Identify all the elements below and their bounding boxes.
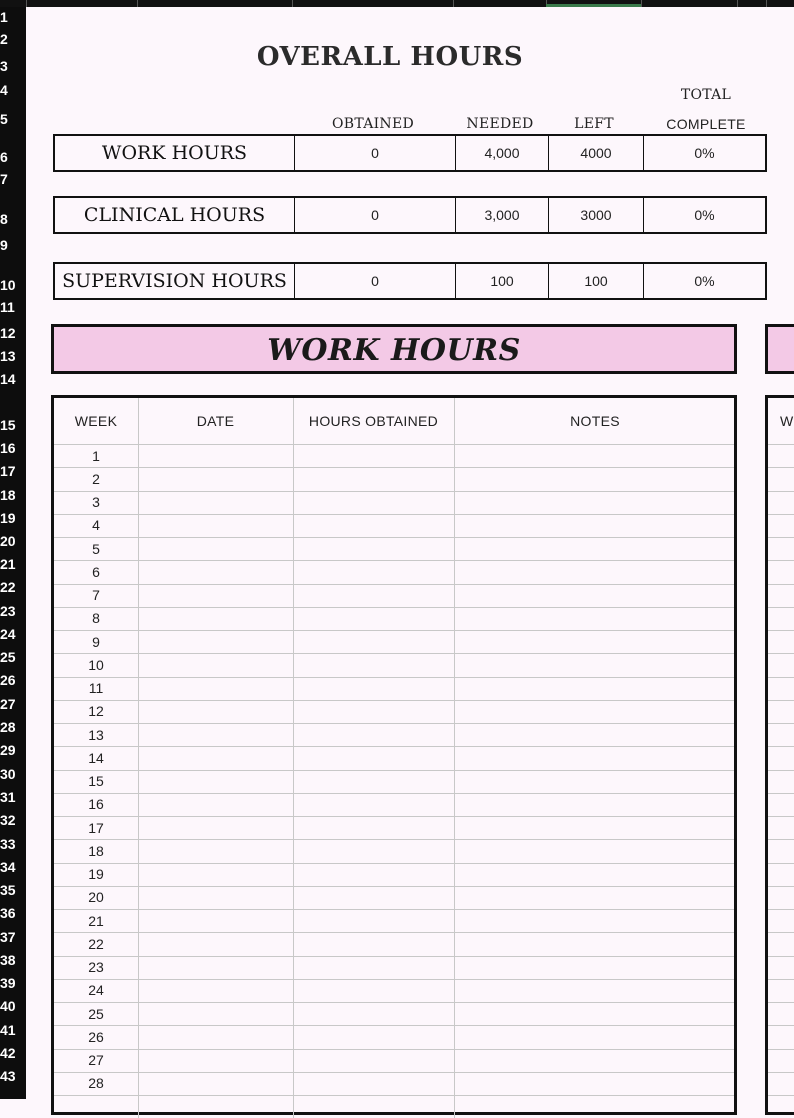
row-number[interactable]: 43 [0, 1068, 16, 1084]
row-number[interactable]: 31 [0, 789, 16, 805]
grid-line [54, 560, 734, 561]
grid-line [768, 793, 794, 794]
week-number[interactable]: 9 [92, 633, 100, 650]
header-total: TOTAL [680, 87, 732, 103]
row-number[interactable]: 36 [0, 905, 16, 921]
grid-line [54, 886, 734, 887]
summary-needed[interactable]: 4,000 [455, 136, 548, 170]
week-number[interactable]: 25 [88, 1005, 104, 1022]
week-number[interactable]: 20 [88, 889, 104, 906]
row-number[interactable]: 29 [0, 742, 16, 758]
grid-line [293, 398, 294, 1118]
grid-line [54, 793, 734, 794]
row-number[interactable]: 35 [0, 882, 16, 898]
grid-line [54, 816, 734, 817]
row-number[interactable]: 41 [0, 1022, 16, 1038]
grid-line [768, 444, 794, 445]
header-left: LEFT [574, 116, 614, 132]
page-title: OVERALL HOURS [256, 42, 524, 72]
grid-line [768, 1095, 794, 1096]
grid-line [768, 491, 794, 492]
row-number[interactable]: 39 [0, 975, 16, 991]
grid-line [54, 956, 734, 957]
column-header-date: DATE [196, 413, 235, 429]
summary-label: CLINICAL HOURS [83, 204, 266, 226]
row-number[interactable]: 6 [0, 149, 8, 165]
grid-line [768, 746, 794, 747]
week-number[interactable]: 17 [88, 819, 104, 836]
row-number[interactable]: 21 [0, 556, 16, 572]
week-number[interactable]: 4 [92, 517, 100, 534]
grid-line [768, 700, 794, 701]
week-number[interactable]: 21 [88, 912, 104, 929]
row-number[interactable]: 12 [0, 325, 16, 341]
grid-line [768, 816, 794, 817]
header-obtained: OBTAINED [331, 116, 415, 132]
row-number[interactable]: 15 [0, 417, 16, 433]
week-number[interactable]: 2 [92, 470, 100, 487]
week-number[interactable]: 15 [88, 773, 104, 789]
row-header-column [0, 7, 26, 1099]
summary-needed[interactable]: 100 [455, 264, 548, 298]
column-header-hours: HOURS OBTAINED [308, 413, 439, 429]
week-number[interactable]: 12 [88, 703, 104, 720]
week-number[interactable]: 5 [92, 540, 100, 557]
grid-line [768, 932, 794, 933]
row-number[interactable]: 25 [0, 649, 16, 665]
summary-complete[interactable]: 0% [643, 136, 765, 170]
grid-line [54, 630, 734, 631]
row-number[interactable]: 3 [0, 58, 8, 74]
week-number[interactable]: 16 [88, 796, 104, 813]
row-number[interactable]: 40 [0, 998, 16, 1014]
header-needed: NEEDED [466, 116, 534, 132]
grid-line [768, 723, 794, 724]
row-number[interactable]: 16 [0, 440, 16, 456]
summary-obtained[interactable]: 0 [294, 136, 455, 170]
row-number[interactable]: 9 [0, 237, 8, 253]
week-number[interactable]: 19 [88, 866, 104, 882]
grid-line [768, 979, 794, 980]
grid-line [768, 584, 794, 585]
grid-line [768, 537, 794, 538]
row-number[interactable]: 28 [0, 719, 16, 735]
grid-line [768, 677, 794, 678]
grid-line [54, 909, 734, 910]
summary-left[interactable]: 3000 [548, 198, 643, 232]
summary-needed[interactable]: 3,000 [455, 198, 548, 232]
week-number[interactable]: 6 [92, 563, 100, 580]
grid-line [54, 1072, 734, 1073]
grid-line [54, 491, 734, 492]
row-number[interactable]: 32 [0, 812, 16, 828]
week-number[interactable]: 28 [88, 1075, 104, 1092]
grid-line [54, 444, 734, 445]
grid-line [54, 863, 734, 864]
grid-line [54, 1025, 734, 1026]
grid-line [768, 770, 794, 771]
grid-line [768, 1002, 794, 1003]
second-banner-partial [765, 324, 794, 374]
banner-title: WORK HOURS [267, 333, 521, 368]
grid-line [768, 467, 794, 468]
row-number[interactable]: 14 [0, 371, 16, 387]
week-number[interactable]: 3 [92, 494, 100, 510]
column-header-notes: NOTES [570, 413, 620, 429]
summary-complete[interactable]: 0% [643, 198, 765, 232]
row-number[interactable]: 18 [0, 487, 16, 503]
grid-line [768, 886, 794, 887]
row-number[interactable]: 34 [0, 859, 16, 875]
row-number[interactable]: 22 [0, 579, 16, 595]
grid-line [138, 398, 139, 1118]
summary-left[interactable]: 100 [548, 264, 643, 298]
header-complete: COMPLETE [666, 116, 746, 132]
summary-obtained[interactable]: 0 [294, 198, 455, 232]
grid-line [54, 746, 734, 747]
week-number[interactable]: 8 [92, 610, 100, 627]
week-number[interactable]: 10 [88, 656, 104, 673]
grid-line [768, 956, 794, 957]
row-number[interactable]: 5 [0, 111, 8, 127]
grid-line [54, 932, 734, 933]
column-header-bar [0, 0, 794, 7]
summary-obtained[interactable]: 0 [294, 264, 455, 298]
grid-line [54, 723, 734, 724]
column-header-partial: W [780, 413, 794, 429]
grid-line [54, 607, 734, 608]
grid-line [768, 607, 794, 608]
work-hours-table [51, 395, 737, 1115]
grid-line [54, 677, 734, 678]
row-number[interactable]: 20 [0, 533, 16, 549]
row-number[interactable]: 37 [0, 929, 16, 945]
grid-line [768, 560, 794, 561]
grid-line [54, 1002, 734, 1003]
grid-line [54, 514, 734, 515]
row-number[interactable]: 42 [0, 1045, 16, 1061]
summary-complete[interactable]: 0% [643, 264, 765, 298]
grid-line [768, 1072, 794, 1073]
week-number[interactable]: 26 [88, 1028, 104, 1045]
column-header-week: WEEK [74, 413, 118, 429]
row-number[interactable]: 2 [0, 31, 8, 47]
week-number[interactable]: 22 [88, 935, 104, 952]
week-number[interactable]: 23 [88, 959, 104, 975]
grid-line [54, 653, 734, 654]
grid-line [54, 700, 734, 701]
row-number[interactable]: 33 [0, 836, 16, 852]
row-number[interactable]: 26 [0, 672, 16, 688]
summary-row-supervision [53, 262, 767, 300]
grid-line [54, 1095, 734, 1096]
row-number[interactable]: 30 [0, 766, 16, 782]
row-number[interactable]: 4 [0, 82, 8, 98]
grid-line [54, 537, 734, 538]
summary-row-work [53, 134, 767, 172]
grid-line [768, 653, 794, 654]
grid-line [54, 1049, 734, 1050]
grid-line [768, 863, 794, 864]
summary-label: WORK HOURS [101, 142, 248, 164]
grid-line [454, 398, 455, 1118]
summary-row-clinical [53, 196, 767, 234]
grid-line [768, 909, 794, 910]
work-hours-banner [51, 324, 737, 374]
week-number[interactable]: 18 [88, 842, 104, 859]
row-number[interactable]: 8 [0, 211, 8, 227]
week-number[interactable]: 7 [92, 587, 100, 603]
grid-line [54, 584, 734, 585]
row-number[interactable]: 13 [0, 348, 16, 364]
grid-line [54, 467, 734, 468]
grid-line [768, 514, 794, 515]
week-number[interactable]: 27 [88, 1052, 104, 1068]
row-number[interactable]: 7 [0, 171, 8, 187]
row-number[interactable]: 19 [0, 510, 16, 526]
grid-line [54, 979, 734, 980]
grid-line [54, 770, 734, 771]
week-number[interactable]: 11 [88, 680, 104, 696]
grid-line [768, 1049, 794, 1050]
row-number[interactable]: 24 [0, 626, 16, 642]
week-number[interactable]: 14 [88, 749, 104, 766]
row-number[interactable]: 27 [0, 696, 16, 712]
summary-label: SUPERVISION HOURS [62, 270, 287, 292]
week-number[interactable]: 24 [88, 982, 104, 999]
grid-line [768, 630, 794, 631]
grid-line [768, 1025, 794, 1026]
grid-line [768, 839, 794, 840]
week-number[interactable]: 13 [88, 726, 104, 743]
row-number[interactable]: 11 [0, 299, 15, 315]
row-number[interactable]: 1 [0, 9, 8, 25]
row-number[interactable]: 17 [0, 463, 16, 479]
row-number[interactable]: 38 [0, 952, 16, 968]
grid-line [54, 839, 734, 840]
second-table-partial [765, 395, 794, 1115]
row-number[interactable]: 10 [0, 277, 16, 293]
week-number[interactable]: 1 [92, 447, 100, 464]
row-number[interactable]: 23 [0, 603, 16, 619]
summary-left[interactable]: 4000 [548, 136, 643, 170]
